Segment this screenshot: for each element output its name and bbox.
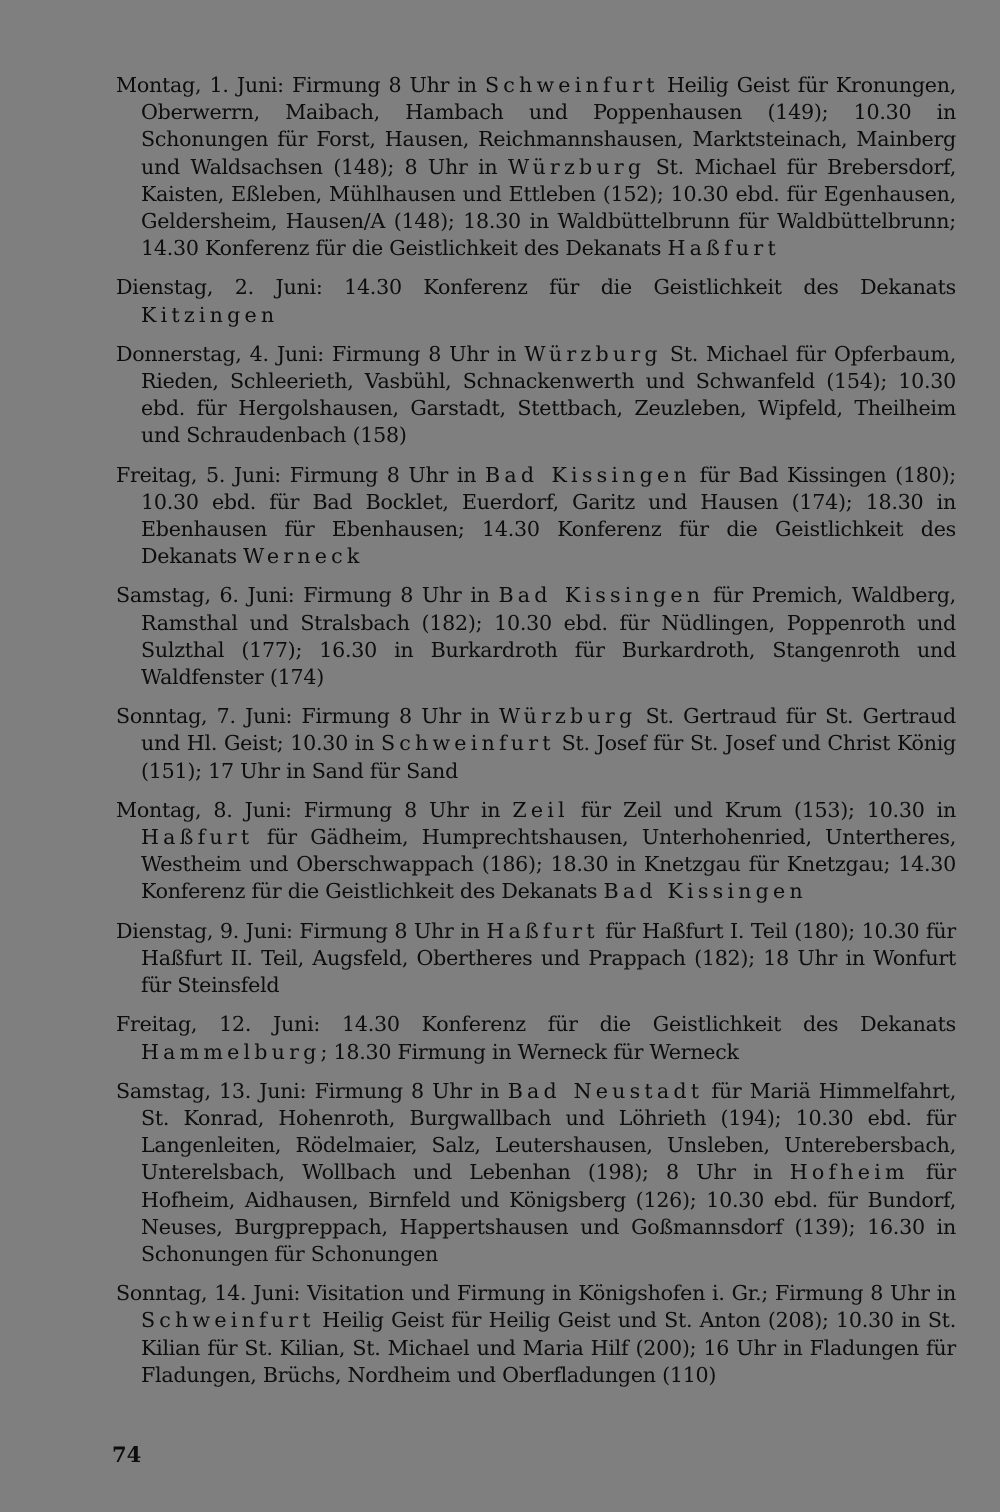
- entry-text: für Bad Kissingen (180); 10.30 ebd. für Bad Bocklet, Euerdorf, Garitz und Hausen (174); 18.30 in Ebenhausen für Ebenhausen; 14.30 Konferenz für die Geistlichkeit des Dekanats: [141, 462, 956, 569]
- schedule-text: [116, 72, 956, 1401]
- entry-text: Heilig Geist für Kronungen, Oberwerrn, Maibach, Hambach und Poppenhausen (149); 10.30 in Schonungen für Forst, Hausen, Reichmannshausen, Marktsteinach, Mainberg und Waldsachsen (148); 8 Uhr in: [141, 73, 957, 179]
- entry-text: Dienstag, 2. Juni: 14.30 Konferenz für die Geistlichkeit des Dekanats: [116, 275, 956, 300]
- place-name: Schweinfurt: [484, 73, 659, 97]
- entry-text: Freitag, 5. Juni: Firmung 8 Uhr in: [116, 462, 486, 487]
- entry-text: für Zeil und Krum (153); 10.30 in: [568, 797, 956, 822]
- place-name: Würzburg: [498, 704, 637, 729]
- place-name: Schweinfurt: [380, 731, 555, 756]
- schedule-entry-freitag-5-juni: [116, 462, 956, 571]
- schedule-entry-freitag-12-juni: [116, 1011, 956, 1065]
- entry-text: St. Michael für Opferbaum, Rieden, Schleerieth, Vasbühl, Schnackenwerth und Schwanfeld (154); 10.30 ebd. für Hergolshausen, Garstadt, Stettbach, Zeuzleben, Wipfeld, Theilheim und Schraudenbach (158): [141, 341, 956, 448]
- entry-text: für Premich, Waldberg, Ramsthal und Stralsbach (182); 10.30 ebd. für Nüdlingen, Poppenroth und Sulzthal (177); 16.30 in Burkardroth für Burkardroth, Stangenroth und Waldfenster (174): [141, 583, 956, 690]
- entry-text: Freitag, 12. Juni: 14.30 Konferenz für die Geistlichkeit des Dekanats: [116, 1012, 956, 1037]
- entry-text: für Haßfurt I. Teil (180); 10.30 für Haßfurt II. Teil, Augsfeld, Obertheres und Prappach (182); 18 Uhr in Wonfurt für Steinsfeld: [141, 918, 956, 998]
- place-name: Bad Neustadt: [507, 1078, 704, 1103]
- schedule-entry-dienstag-2-juni: [116, 274, 956, 328]
- schedule-entry-montag-1-juni: [116, 72, 956, 262]
- schedule-entry-montag-8-juni: [116, 797, 956, 906]
- place-name: Hammelburg: [141, 1039, 321, 1064]
- place-name: Haßfurt: [141, 825, 254, 850]
- place-name: Bad Kissingen: [498, 583, 705, 608]
- place-name: Würzburg: [507, 154, 646, 179]
- entry-text: Samstag, 13. Juni: Firmung 8 Uhr in: [116, 1078, 508, 1103]
- entry-text: für Gädheim, Humprechtshausen, Unterhohenried, Untertheres, Westheim und Oberschwappach (186); 18.30 in Knetzgau für Knetzgau; 14.30 Konferenz für die Geistlichkeit des Dekanats: [141, 825, 956, 904]
- entry-text: St. Josef für St. Josef und Christ König (151); 17 Uhr in Sand für Sand: [141, 731, 956, 783]
- schedule-entry-samstag-13-juni: [116, 1078, 956, 1268]
- entry-text: Donnerstag, 4. Juni: Firmung 8 Uhr in: [116, 341, 525, 366]
- entry-text: Sonntag, 14. Juni: Visitation und Firmung in Königshofen i. Gr.; Firmung 8 Uhr in: [116, 1281, 956, 1306]
- schedule-entry-sonntag-7-juni: [116, 703, 956, 785]
- entry-text: Heilig Geist für Heilig Geist und St. Anton (208); 10.30 in St. Kilian für St. Kilian, St. Michael und Maria Hilf (200); 16 Uhr in Fladungen für Fladungen, Brüchs, Nordheim und Oberfladungen (110): [141, 1308, 956, 1387]
- place-name: Zeil: [512, 797, 569, 822]
- place-name: Bad Kissingen: [485, 462, 691, 487]
- entry-text: für Mariä Himmelfahrt, St. Konrad, Hohenroth, Burgwallbach und Löhrieth (194); 10.30 ebd. für Langenleiten, Rödelmaier, Salz, Leutershausen, Unsleben, Unterebersbach, Unterelsbach, Wollbach und Lebenhan (198); 8 Uhr in: [141, 1078, 956, 1185]
- entry-text: St. Gertraud für St. Gertraud und Hl. Geist; 10.30 in: [141, 704, 956, 756]
- place-name: Haßfurt: [486, 918, 599, 943]
- entry-text: Samstag, 6. Juni: Firmung 8 Uhr in: [116, 583, 499, 608]
- place-name: Haßfurt: [667, 236, 780, 261]
- place-name: Würzburg: [524, 341, 662, 366]
- place-name: Werneck: [243, 544, 364, 569]
- place-name: Bad Kissingen: [603, 879, 807, 904]
- entry-text: Montag, 1. Juni: Firmung 8 Uhr in: [116, 73, 485, 97]
- place-name: Hofheim: [789, 1160, 909, 1185]
- entry-text: Sonntag, 7. Juni: Firmung 8 Uhr in: [116, 704, 499, 729]
- place-name: Schweinfurt: [141, 1308, 315, 1333]
- schedule-entry-dienstag-9-juni: [116, 918, 956, 1000]
- schedule-entry-sonntag-14-juni: [116, 1280, 956, 1389]
- schedule-entry-donnerstag-4-juni: [116, 341, 956, 450]
- entry-text: ; 18.30 Firmung in Werneck für Werneck: [320, 1039, 739, 1064]
- schedule-entry-samstag-6-juni: [116, 582, 956, 691]
- page-number: 74: [112, 1442, 142, 1467]
- place-name: Kitzingen: [141, 302, 279, 327]
- entry-text: St. Michael für Brebersdorf, Kaisten, Eßleben, Mühlhausen und Ettleben (152); 10.30 ebd. für Egenhausen, Geldersheim, Hausen/A (148); 18.30 in Waldbüttelbrunn für Waldbüttelbrunn; 14.30 Konferenz für die Geistlichkeit des Dekanats: [141, 154, 956, 261]
- entry-text: für Hofheim, Aidhausen, Birnfeld und Königsberg (126); 10.30 ebd. für Bundorf, Neuses, Burgpreppach, Happertshausen und Goßmannsdorf (139); 16.30 in Schonungen für Schonungen: [141, 1160, 956, 1266]
- entry-text: Montag, 8. Juni: Firmung 8 Uhr in: [116, 797, 513, 822]
- entry-text: Dienstag, 9. Juni: Firmung 8 Uhr in: [116, 918, 487, 943]
